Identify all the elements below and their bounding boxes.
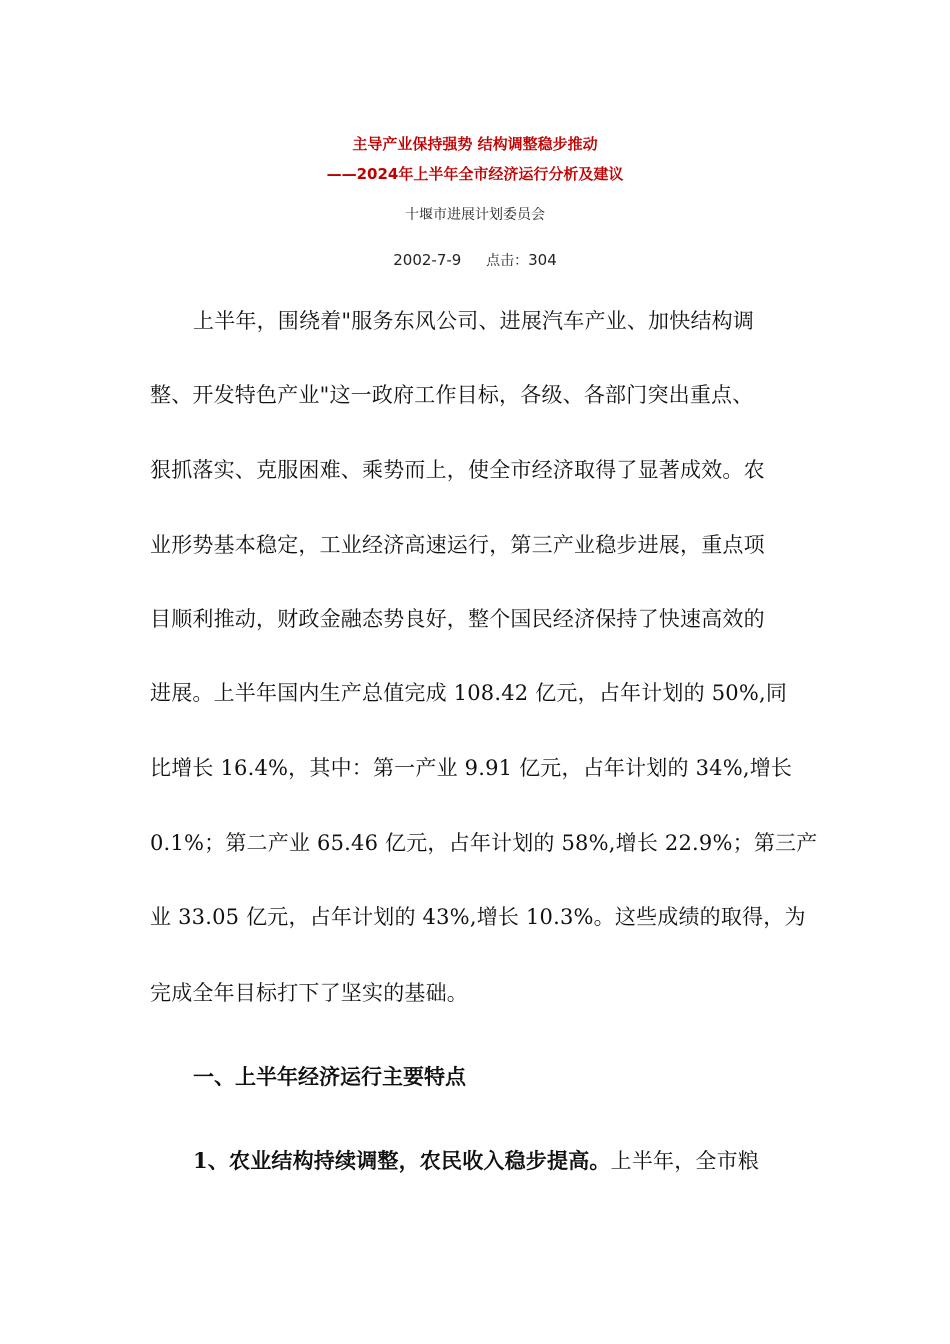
document-title: 主导产业保持强势 结构调整稳步推动 — [352, 135, 598, 153]
paragraph-line: 狠抓落实、克服困难、乘势而上，使全市经济取得了显著成效。农 — [150, 458, 765, 482]
paragraph-line: 上半年，围绕着"服务东风公司、进展汽车产业、加快结构调 — [193, 309, 755, 333]
subsection-heading: 1、农业结构持续调整，农民收入稳步提高。 — [193, 1148, 611, 1173]
subsection-line — [193, 1146, 759, 1176]
section-heading: 一、上半年经济运行主要特点 — [193, 1065, 466, 1089]
clicks-count: 304 — [528, 251, 557, 269]
author: 十堰市进展计划委员会 — [405, 207, 545, 223]
clicks-label: 点击： — [486, 253, 529, 269]
document-subtitle: ——2024年上半年全市经济运行分析及建议 — [326, 165, 624, 183]
subsection-text: 上半年，全市粮 — [610, 1149, 760, 1173]
paragraph-line: 完成全年目标打下了坚实的基础。 — [150, 981, 468, 1005]
paragraph-line: 0.1%；第二产业 65.46 亿元，占年计划的 58%,增长 22.9%；第三产 — [150, 831, 818, 855]
paragraph-line: 业 33.05 亿元，占年计划的 43%,增长 10.3%。这些成绩的取得，为 — [150, 905, 806, 929]
paragraph-line: 进展。上半年国内生产总值完成 108.42 亿元，占年计划的 50%,同 — [150, 681, 788, 705]
meta-line — [0, 250, 950, 270]
publish-date: 2002-7-9 — [393, 251, 462, 269]
paragraph-line: 整、开发特色产业"这一政府工作目标，各级、各部门突出重点、 — [150, 383, 754, 407]
paragraph-line: 目顺利推动，财政金融态势良好，整个国民经济保持了快速高效的 — [150, 607, 765, 631]
paragraph-line: 业形势基本稳定，工业经济高速运行，第三产业稳步进展，重点项 — [150, 533, 765, 557]
paragraph-line: 比增长 16.4%，其中：第一产业 9.91 亿元，占年计划的 34%,增长 — [150, 756, 793, 780]
